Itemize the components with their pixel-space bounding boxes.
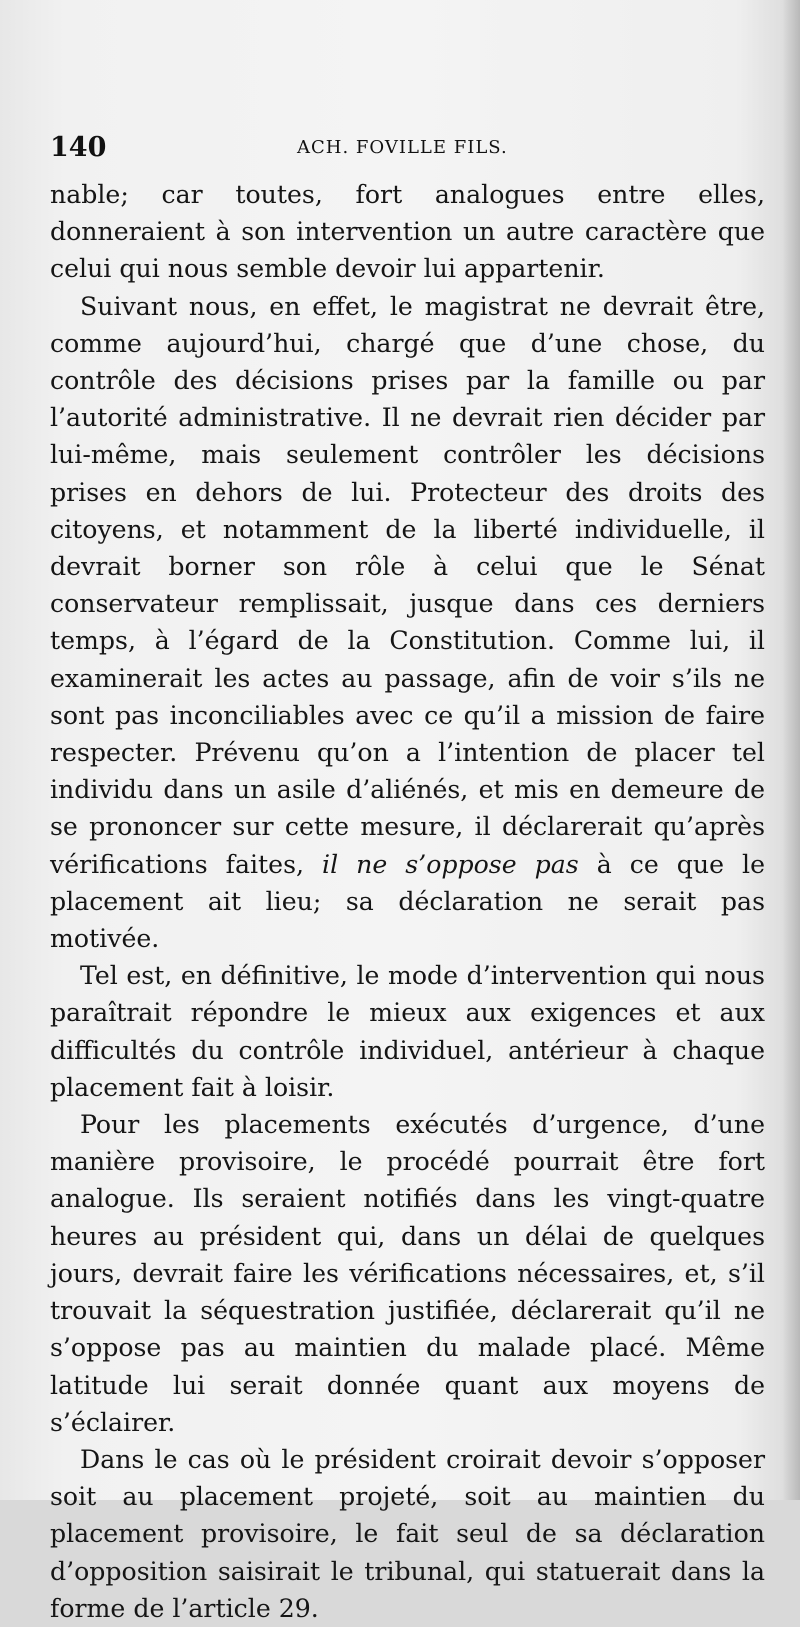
paragraph-emergency-placements — [50, 1106, 765, 1441]
paragraph-text: Tel est, en définitive, le mode d’intervention qui nous paraîtrait répondre le mieux aux exigences et aux difficultés du contrôle individuel, antérieur à chaque placement fait à loisir. — [50, 961, 765, 1102]
body-text — [50, 176, 765, 1627]
paragraph-intervention-mode — [50, 957, 765, 1106]
paragraph-text: Dans le cas où le président croirait devoir s’opposer soit au placement projeté, soit au maintien du placement provisoire, le fait seul de sa déclaration d’opposition saisirait le tribunal, qui statuerait dans la forme de l’article 29. — [50, 1444, 765, 1623]
page-number: 140 — [50, 132, 107, 163]
paragraph-magistrate-role — [50, 288, 765, 958]
paragraph-opposition — [50, 1441, 765, 1627]
paragraph-text: Pour les placements exécutés d’urgence, d’une manière provisoire, le procédé pourrait être fort analogue. Ils seraient notifiés dans les vingt-quatre heures au président qui, dans un délai de quelques jours, devrait faire les vérifications nécessaires, et, s’il trouvait la séquestration justifiée, déclarerait qu’il ne s’oppose pas au maintien du malade placé. Même latitude lui serait donnée quant aux moyens de s’éclairer. — [50, 1110, 765, 1437]
paragraph-text: nable; car toutes, fort analogues entre elles, donneraient à son intervention un autre caractère que celui qui nous semble devoir lui appartenir. — [50, 180, 765, 284]
italic-phrase: il ne s’oppose pas — [322, 849, 579, 879]
running-head: ACH. FOVILLE FILS. — [297, 137, 508, 158]
page-header — [50, 132, 765, 166]
paragraph-continuation — [50, 176, 765, 288]
page-edge-shadow — [782, 0, 800, 1500]
paragraph-text: Suivant nous, en effet, le magistrat ne devrait être, comme aujourd’hui, chargé que d’une chose, du contrôle des décisions prises par la famille ou par l’autorité administrative. Il ne devrait rien décider par lui-même, mais seulement contrôler les décisions prises en dehors de lui. Protecteur des droits des citoyens, et notamment de la liberté individuelle, il devrait borner son rôle à celui que le Sénat conservateur remplissait, jusque dans ces derniers temps, à l’égard de la Constitution. Comme lui, il examinerait les actes au passage, afin de voir s’ils ne sont pas inconciliables avec ce qu’il a mission de faire respecter. Prévenu qu’on a l’intention de placer tel individu dans un asile d’aliénés, et mis en demeure de se prononcer sur cette mesure, il déclarerait qu’après vérifications faites, — [50, 291, 765, 879]
paragraph-text-continued: à ce que le placement ait lieu; sa déclaration ne serait pas motivée. — [50, 849, 765, 954]
